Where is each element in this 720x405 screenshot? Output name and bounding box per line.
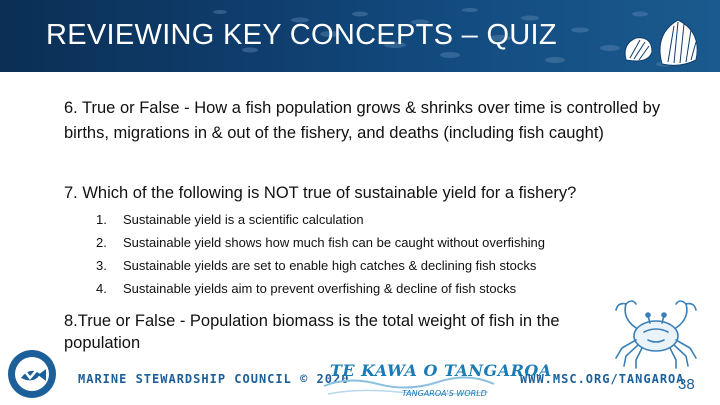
option-text: Sustainable yield is a scientific calculation: [123, 212, 364, 227]
option-text: Sustainable yields aim to prevent overfishing & decline of fish stocks: [123, 281, 517, 296]
question-7-options: [96, 210, 545, 302]
msc-copyright-text: MARINE STEWARDSHIP COUNCIL © 2020: [78, 372, 350, 386]
list-item: [96, 233, 545, 256]
question-8: 8.True or False - Population biomass is the total weight of fish in the population: [64, 312, 560, 352]
crab-icon: [606, 292, 702, 372]
question-7: 7. Which of the following is NOT true of sustainable yield for a fishery?: [64, 184, 577, 202]
list-item: [96, 210, 545, 233]
question-6: 6. True or False - How a fish population grows & shrinks over time is controlled by births, migrations in & out of the fishery, and deaths (including fish caught): [64, 99, 661, 142]
header-banner: [0, 0, 720, 72]
msc-logo: [6, 348, 58, 400]
option-text: Sustainable yield shows how much fish can be caught without overfishing: [123, 235, 546, 250]
list-item: [96, 256, 545, 279]
page-title: REVIEWING KEY CONCEPTS – QUIZ: [46, 19, 557, 51]
kawa-subtitle: TANGAROA'S WORLD: [402, 389, 487, 398]
option-number: 1.: [96, 212, 107, 227]
website-url-link[interactable]: WWW.MSC.ORG/TANGAROA: [520, 372, 685, 386]
seashell-icon: [618, 14, 706, 68]
option-number: 3.: [96, 258, 107, 273]
option-number: 2.: [96, 235, 107, 250]
option-text: Sustainable yields are set to enable high catches & declining fish stocks: [123, 258, 537, 273]
slide-number: 38: [678, 376, 695, 393]
list-item: [96, 279, 545, 302]
kawa-title: TE KAWA O TANGAROA: [330, 361, 552, 380]
option-number: 4.: [96, 281, 107, 296]
